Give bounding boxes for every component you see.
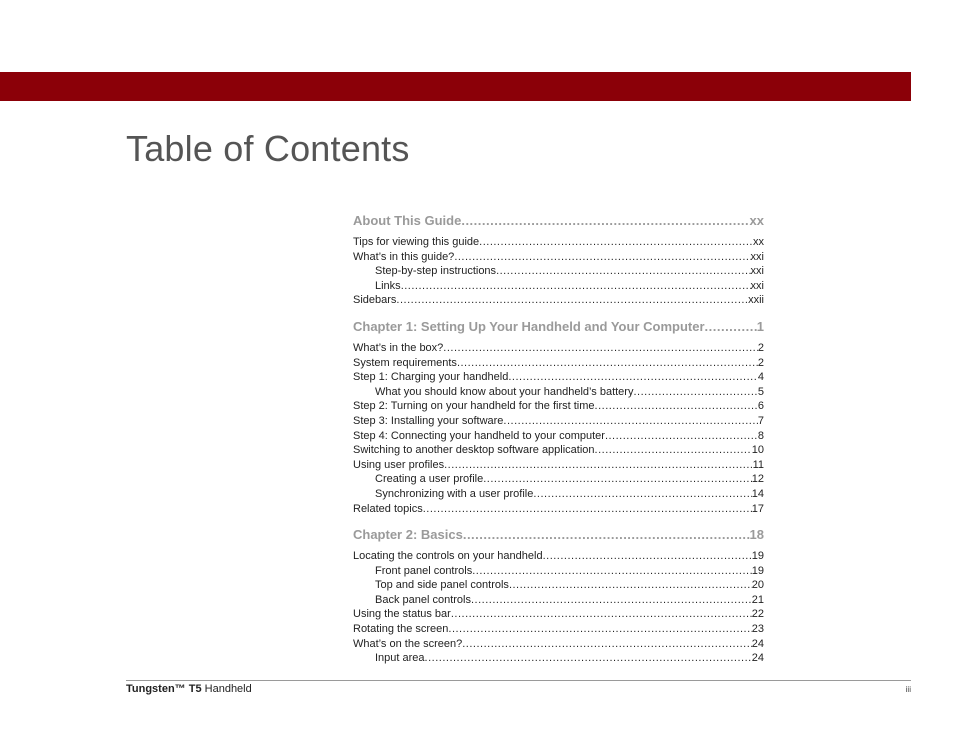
toc-dot-leader bbox=[543, 549, 752, 564]
toc-entry-title: Related topics bbox=[353, 502, 423, 515]
toc-section-link[interactable] bbox=[353, 622, 764, 637]
footer-brand: Tungsten™ T5 bbox=[126, 683, 202, 695]
toc-entry-title: Step 1: Charging your handheld bbox=[353, 371, 509, 384]
toc-entry-title: What’s on the screen? bbox=[353, 637, 463, 650]
toc-entry-title: Switching to another desktop software application bbox=[353, 444, 595, 457]
toc-chapter-link[interactable] bbox=[353, 316, 764, 338]
toc-entry-title: Using the status bar bbox=[353, 608, 451, 621]
toc-dot-leader bbox=[479, 235, 753, 250]
toc-entry-title: Locating the controls on your handheld bbox=[353, 550, 543, 563]
toc-section-link[interactable] bbox=[353, 341, 764, 356]
toc-entry-title: Chapter 1: Setting Up Your Handheld and Your Computer bbox=[353, 318, 705, 334]
toc-entry-page: 10 bbox=[751, 444, 764, 457]
toc-dot-leader bbox=[633, 385, 757, 400]
toc-entry-page: 1 bbox=[756, 318, 764, 334]
toc-section-link[interactable] bbox=[353, 250, 764, 265]
toc-entry-page: 6 bbox=[757, 400, 764, 413]
toc-dot-leader bbox=[472, 564, 752, 579]
toc-entry-page: 20 bbox=[751, 579, 764, 592]
toc-dot-leader bbox=[454, 250, 750, 265]
footer-divider bbox=[126, 680, 911, 681]
toc-entry-title: Input area bbox=[375, 652, 425, 665]
toc-section-link[interactable] bbox=[353, 502, 764, 517]
toc-entry-title: Step 3: Installing your software bbox=[353, 414, 504, 427]
toc-dot-leader bbox=[451, 607, 752, 622]
toc-entry-title: About This Guide bbox=[353, 213, 462, 228]
toc-entry-title: Creating a user profile bbox=[375, 473, 484, 486]
toc-dot-leader bbox=[705, 316, 757, 338]
toc-entry-page: 2 bbox=[757, 341, 764, 354]
toc-dot-leader bbox=[605, 429, 758, 444]
toc-subsection-link[interactable] bbox=[353, 385, 764, 400]
toc-section-link[interactable] bbox=[353, 429, 764, 444]
toc-entry-page: 11 bbox=[752, 458, 764, 471]
toc-entry-title: Step-by-step instructions bbox=[375, 265, 497, 278]
toc-entry-page: xxi bbox=[750, 250, 764, 263]
toc-dot-leader bbox=[483, 472, 752, 487]
toc-dot-leader bbox=[425, 651, 752, 666]
toc-entry-title: What’s in this guide? bbox=[353, 250, 455, 263]
toc-section-link[interactable] bbox=[353, 293, 764, 308]
footer-product-name bbox=[126, 683, 252, 695]
header-accent-bar bbox=[0, 72, 911, 101]
toc-dot-leader bbox=[595, 443, 752, 458]
toc-entry-page: 4 bbox=[757, 371, 764, 384]
toc-dot-leader bbox=[471, 593, 752, 608]
toc-entry-page: xxi bbox=[750, 265, 764, 278]
toc-subsection-link[interactable] bbox=[353, 564, 764, 579]
toc-entry-page: 19 bbox=[751, 550, 764, 563]
toc-dot-leader bbox=[457, 356, 758, 371]
toc-entry-page: 8 bbox=[757, 429, 764, 442]
toc-section-link[interactable] bbox=[353, 458, 764, 473]
toc-dot-leader bbox=[503, 414, 757, 429]
toc-chapter-link[interactable] bbox=[353, 210, 764, 232]
toc-dot-leader bbox=[461, 210, 749, 232]
toc-subsection-link[interactable] bbox=[353, 487, 764, 502]
footer-page-number: iii bbox=[905, 685, 911, 694]
toc-entry-page: xxi bbox=[750, 279, 764, 292]
toc-entry-title: Step 4: Connecting your handheld to your computer bbox=[353, 429, 605, 442]
toc-entry-title: Tips for viewing this guide bbox=[353, 236, 480, 248]
toc-section-link[interactable] bbox=[353, 637, 764, 652]
toc-entry-title: Links bbox=[375, 279, 401, 292]
toc-section-link[interactable] bbox=[353, 549, 764, 564]
toc-dot-leader bbox=[396, 293, 748, 308]
toc-section-link[interactable] bbox=[353, 356, 764, 371]
toc-dot-leader bbox=[508, 370, 758, 385]
toc-entry-page: 24 bbox=[751, 637, 764, 650]
toc-dot-leader bbox=[463, 524, 750, 546]
toc-entry-title: Sidebars bbox=[353, 294, 397, 307]
toc-entry-page: 22 bbox=[751, 608, 764, 621]
toc-dot-leader bbox=[444, 458, 752, 473]
toc-entry-title: Synchronizing with a user profile bbox=[375, 487, 534, 500]
toc-entry-title: Back panel controls bbox=[375, 593, 471, 606]
toc-subsection-link[interactable] bbox=[353, 578, 764, 593]
toc-dot-leader bbox=[448, 622, 751, 637]
toc-entry-title: Chapter 2: Basics bbox=[353, 527, 463, 543]
toc-subsection-link[interactable] bbox=[353, 593, 764, 608]
toc-entry-title: System requirements bbox=[353, 356, 457, 369]
footer-product: Handheld bbox=[204, 683, 252, 695]
toc-dot-leader bbox=[423, 502, 752, 517]
page-title: Table of Contents bbox=[126, 128, 410, 169]
toc-subsection-link[interactable] bbox=[353, 279, 764, 294]
toc-entry-page: 24 bbox=[751, 652, 764, 665]
toc-section-link[interactable] bbox=[353, 607, 764, 622]
toc-dot-leader bbox=[462, 637, 752, 652]
toc-entry-title: Using user profiles bbox=[353, 458, 445, 471]
table-of-contents bbox=[353, 210, 764, 666]
toc-entry-page: 17 bbox=[751, 502, 764, 515]
toc-section-link[interactable] bbox=[353, 399, 764, 414]
toc-entry-page: xx bbox=[749, 213, 764, 228]
toc-entry-page: xxii bbox=[748, 294, 764, 307]
toc-entry-title: What’s in the box? bbox=[353, 341, 444, 354]
toc-dot-leader bbox=[401, 279, 751, 294]
toc-section-link[interactable] bbox=[353, 235, 764, 250]
toc-entry-title: What you should know about your handheld’s battery bbox=[375, 385, 634, 398]
toc-subsection-link[interactable] bbox=[353, 472, 764, 487]
toc-subsection-link[interactable] bbox=[353, 651, 764, 666]
toc-entry-title: Rotating the screen bbox=[353, 623, 449, 636]
toc-entry-page: 2 bbox=[757, 356, 764, 369]
toc-entry-title: Front panel controls bbox=[375, 564, 473, 577]
toc-entry-page: 14 bbox=[751, 487, 764, 500]
toc-entry-page: 12 bbox=[751, 473, 764, 486]
toc-entry-page: 19 bbox=[751, 564, 764, 577]
toc-entry-page: 5 bbox=[757, 385, 764, 398]
toc-section-link[interactable] bbox=[353, 370, 764, 385]
toc-chapter-link[interactable] bbox=[353, 524, 764, 546]
toc-dot-leader bbox=[443, 341, 758, 356]
toc-entry-page: xx bbox=[753, 236, 764, 248]
toc-entry-page: 7 bbox=[757, 414, 764, 427]
toc-entry-page: 21 bbox=[751, 593, 764, 606]
toc-section-link[interactable] bbox=[353, 443, 764, 458]
toc-dot-leader bbox=[533, 487, 751, 502]
toc-entry-page: 18 bbox=[749, 527, 764, 543]
toc-dot-leader bbox=[595, 399, 758, 414]
toc-entry-page: 23 bbox=[751, 623, 764, 636]
toc-dot-leader bbox=[496, 264, 750, 279]
toc-subsection-link[interactable] bbox=[353, 264, 764, 279]
toc-entry-title: Step 2: Turning on your handheld for the first time bbox=[353, 400, 595, 413]
toc-entry-title: Top and side panel controls bbox=[375, 579, 509, 592]
toc-dot-leader bbox=[509, 578, 752, 593]
toc-section-link[interactable] bbox=[353, 414, 764, 429]
